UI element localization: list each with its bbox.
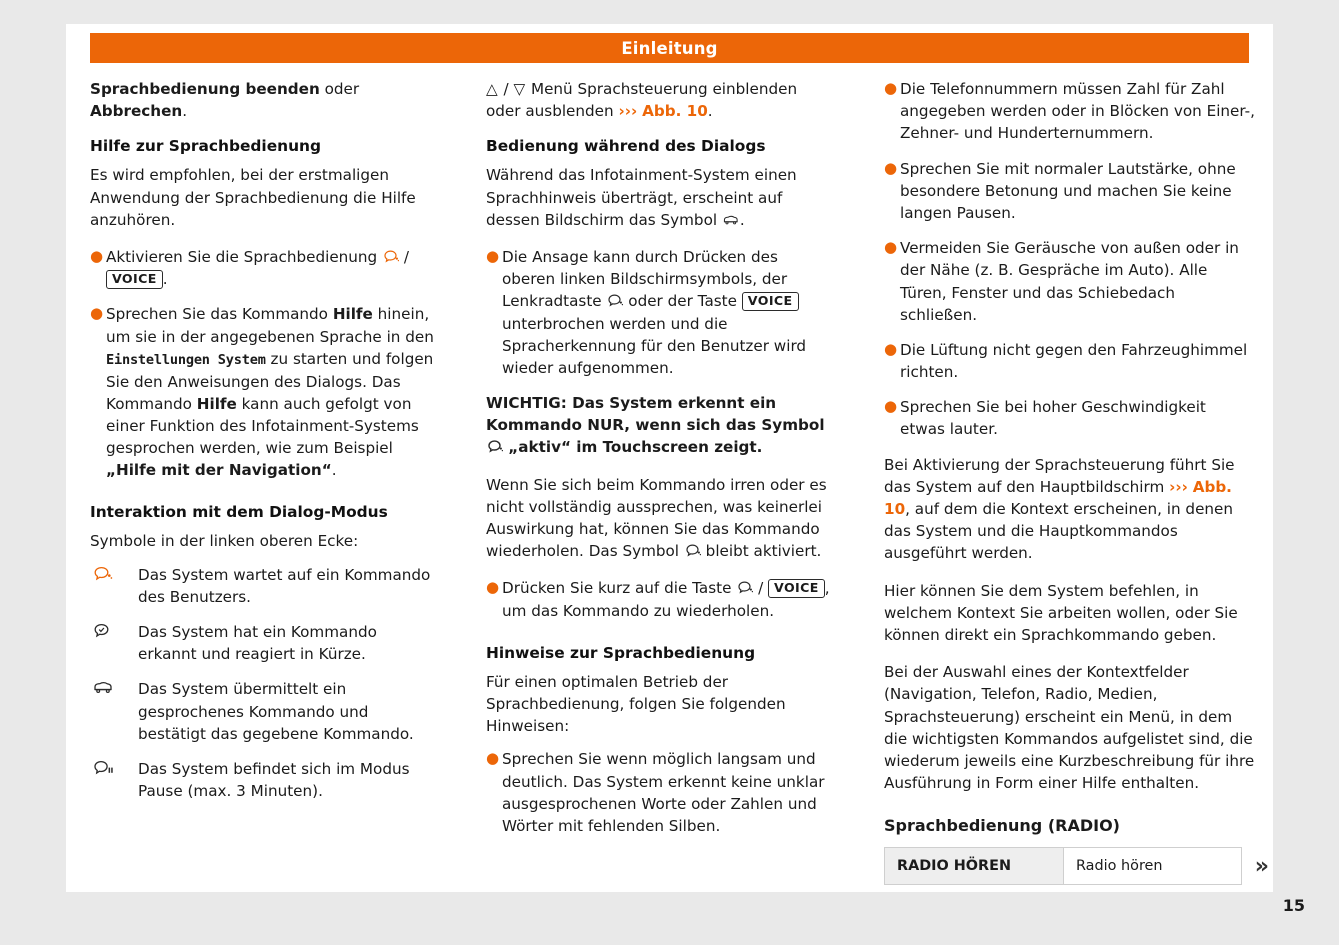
voice-pause-icon <box>90 758 138 802</box>
voice-key-badge: VOICE <box>768 579 825 598</box>
intro-bold-1: Sprachbedienung beenden <box>90 80 320 98</box>
bullet-telefonnummern-text: Die Telefonnummern müssen Zahl für Zahl angegeben werden oder in Blöcken von Einer-, Zehner- und Hunderternummern. <box>900 80 1255 143</box>
paragraph-dialog-end: . <box>739 210 745 229</box>
bullet-activate-text <box>106 246 438 290</box>
bullet-dot-icon: ● <box>90 304 104 323</box>
list-item-label: Das System wartet auf ein Kommando des Benutzers. <box>138 565 431 606</box>
column-1 <box>90 78 486 878</box>
bullet-dot-icon: ● <box>884 397 898 416</box>
error-end: bleibt aktiviert. <box>700 542 822 561</box>
bullet-dot-icon: ● <box>90 246 104 265</box>
important-end: „aktiv“ im Touchscreen zeigt. <box>503 438 763 457</box>
voice-waiting-icon <box>382 249 399 267</box>
bullet-dot-icon: ● <box>486 246 500 265</box>
bullet-langsam-text: Sprechen Sie wenn möglich langsam und deutlich. Das System erkennt keine unklar ausgesprochenen Worte oder Zahlen und Wörter mit fehlenden Silben. <box>502 750 825 835</box>
voice-waiting-icon <box>486 439 503 457</box>
bullet-lueftung <box>884 339 1255 383</box>
bullet-geschwindigkeit <box>884 396 1255 440</box>
figure-ref-arrows: ››› <box>618 102 638 121</box>
bullet-lueftung-text: Die Lüftung nicht gegen den Fahrzeughimmel richten. <box>900 340 1248 382</box>
bullet-dot-icon: ● <box>486 749 500 768</box>
paragraph-menu-arrows <box>486 78 834 122</box>
bw-end: , um das Kommando zu wiederholen. <box>502 579 830 620</box>
intro-bold-2: Abbrechen <box>90 102 183 121</box>
bullet-dot-icon: ● <box>884 339 898 358</box>
bullet-ansage <box>486 246 834 379</box>
bullet-kommando-hilfe-text <box>106 303 438 481</box>
bw-sep: / <box>753 579 769 598</box>
paragraph-dialog-text: Während das Infotainment-System einen Sprachhinweis überträgt, erscheint auf dessen Bildschirm das Symbol <box>486 166 797 229</box>
error-pre: Wenn Sie sich beim Kommando irren oder es nicht vollständig aussprechen, was keinerlei Auswirkung hat, können Sie das Kommando wiederholen. Das Symbol <box>486 475 827 561</box>
bk-bold-3: „Hilfe mit der Navigation“ <box>106 461 332 480</box>
voice-waiting-icon <box>684 543 701 561</box>
ba-end: unterbrochen werden und die Spracherkennung für den Benutzer wird wieder aufgenommen. <box>502 314 807 377</box>
list-item <box>90 678 438 745</box>
content-columns <box>90 78 1269 880</box>
bk-mono: Einstellungen System <box>106 351 266 368</box>
paragraph-kontext: Hier können Sie dem System befehlen, in welchem Kontext Sie arbeiten wollen, oder Sie können direkt ein Sprachkommando geben. <box>884 581 1238 644</box>
intro-end: . <box>182 102 188 121</box>
list-item <box>90 621 438 665</box>
bullet-wiederholen-text <box>502 577 834 621</box>
voice-recognized-icon <box>90 621 138 665</box>
bk-pre: Sprechen Sie das Kommando <box>106 305 333 324</box>
voice-waiting-icon <box>736 580 753 598</box>
bk-bold-2: Hilfe <box>196 394 237 413</box>
paragraph-aktivierung <box>884 454 1255 565</box>
bullet-geraeusche <box>884 237 1255 326</box>
bullet-dot-icon: ● <box>884 79 898 97</box>
heading-hilfe: Hilfe zur Sprachbedienung <box>90 137 322 156</box>
paragraph-dialog <box>486 164 834 231</box>
symbol-list <box>90 564 438 803</box>
important-pre: WICHTIG: Das System erkennt ein Kommando NUR, wenn sich das Symbol <box>486 394 825 435</box>
paragraph-hinweise: Für einen optimalen Betrieb der Sprachbedienung, folgen Sie folgenden Hinweisen: <box>486 672 786 736</box>
list-item <box>90 758 438 802</box>
bullet-geraeusche-text: Vermeiden Sie Geräusche von außen oder in der Nähe (z. B. Gespräche im Auto). Alle Türen, Fenster und das Schiebedach schließen. <box>900 239 1239 324</box>
list-item-label: Das System übermittelt ein gesprochenes Kommando und bestätigt das gegebene Kommando. <box>138 680 414 743</box>
figure-ref-link[interactable]: Abb. 10 <box>642 102 708 121</box>
heading-bedienung-dialog: Bedienung während des Dialogs <box>486 137 766 156</box>
voice-waiting-icon <box>606 293 623 311</box>
bk-bold-1: Hilfe <box>332 305 373 324</box>
voice-waiting-icon <box>90 564 138 608</box>
ba-pre: Die Ansage kann durch Drücken des oberen linken Bildschirmsymbols, der Lenkradtaste <box>502 247 788 311</box>
voice-key-badge: VOICE <box>106 270 163 289</box>
ba-mid: oder der Taste <box>623 292 742 311</box>
figure-ref-arrows: ››› <box>1169 477 1188 496</box>
bk-end: . <box>331 461 337 480</box>
paragraph-error <box>486 474 834 563</box>
paragraph-kontextfelder: Bei der Auswahl eines der Kontextfelder (Navigation, Telefon, Radio, Medien, Sprachsteuerung) erscheint ein Menü, in dem die wichtigsten Kommandos aufgelistet sind, die wiederum jeweils eine Kurzbeschreibung für ihre Ausführung in Form einer Hilfe enthalten. <box>884 663 1255 793</box>
radio-command-cell[interactable]: RADIO HÖREN <box>885 848 1063 884</box>
heading-hinweise: Hinweise zur Sprachbedienung <box>486 643 756 662</box>
list-item-label: Das System befindet sich im Modus Pause (max. 3 Minuten). <box>138 759 410 801</box>
triangle-up-icon: △ <box>486 80 499 98</box>
bullet-activate-pre: Aktivieren Sie die Sprachbedienung <box>106 247 383 266</box>
intro-mid: oder <box>319 80 360 98</box>
voice-speaking-icon <box>90 678 138 745</box>
bullet-geschwindigkeit-text: Sprechen Sie bei hoher Geschwindigkeit etwas lauter. <box>900 398 1206 439</box>
bullet-langsam <box>486 748 834 837</box>
arrow-sep: / <box>498 80 514 98</box>
radio-command-table <box>884 847 1269 885</box>
bullet-activate <box>90 246 438 290</box>
arrow-end: . <box>707 102 713 121</box>
page-number: 15 <box>1282 896 1305 915</box>
bullet-dot-icon: ● <box>884 158 898 177</box>
bullet-dot-icon: ● <box>884 238 898 257</box>
bullet-ansage-text <box>502 246 834 379</box>
arrow-text: Menü Sprachsteuerung einblenden oder ausblenden <box>486 80 798 121</box>
bullet-dot-icon: ● <box>486 578 500 597</box>
chevron-right-icon[interactable]: » <box>1254 854 1269 880</box>
figure-ref-link[interactable]: Abb. 10 <box>884 477 1232 518</box>
voice-key-badge: VOICE <box>742 292 799 311</box>
paragraph-symbole: Symbole in der linken oberen Ecke: <box>90 532 359 551</box>
paragraph-important <box>486 392 834 459</box>
akt-end: , auf dem die Kontext erscheinen, in denen das System und die Hauptkommandos ausgeführt werden. <box>884 500 1234 563</box>
radio-command-description-cell[interactable]: Radio hören <box>1063 848 1241 884</box>
bullet-activate-end: . <box>162 270 168 289</box>
list-item-label: Das System hat ein Kommando erkannt und reagiert in Kürze. <box>138 623 377 664</box>
bullet-lautstaerke <box>884 158 1255 225</box>
header-title: Einleitung <box>621 38 718 58</box>
bw-pre: Drücken Sie kurz auf die Taste <box>502 579 737 598</box>
column-2 <box>486 78 884 878</box>
bk-mid-1: hinein, um sie in der angegebenen Sprache in den <box>106 305 434 346</box>
voice-speaking-icon <box>722 213 740 230</box>
bullet-telefonnummern <box>884 78 1255 145</box>
bullet-kommando-hilfe <box>90 303 438 481</box>
bullet-lautstaerke-text: Sprechen Sie mit normaler Lautstärke, ohne besondere Betonung und machen Sie keine langen Pausen. <box>900 159 1236 222</box>
column-3 <box>884 78 1269 880</box>
list-item <box>90 564 438 608</box>
triangle-down-icon: ▽ <box>513 80 527 98</box>
bk-mid-2: zu starten und folgen Sie den Anweisungen des Dialogs. Das Kommando <box>106 349 434 413</box>
heading-interaktion: Interaktion mit dem Dialog-Modus <box>90 503 388 522</box>
bk-mid-3: kann auch gefolgt von einer Funktion des Infotainment-Systems gesprochen werden, wie zum Beispiel <box>106 394 419 458</box>
akt-pre: Bei Aktivierung der Sprachsteuerung führt Sie das System auf den Hauptbildschirm <box>884 455 1235 496</box>
paragraph-hilfe: Es wird empfohlen, bei der erstmaligen Anwendung der Sprachbedienung die Hilfe anzuhören. <box>90 166 416 229</box>
bullet-activate-sep: / <box>399 247 409 266</box>
paragraph-intro <box>90 78 438 122</box>
page-header <box>90 33 1249 63</box>
heading-sprachbedienung-radio: Sprachbedienung (RADIO) <box>884 816 1120 836</box>
bullet-wiederholen <box>486 577 834 621</box>
